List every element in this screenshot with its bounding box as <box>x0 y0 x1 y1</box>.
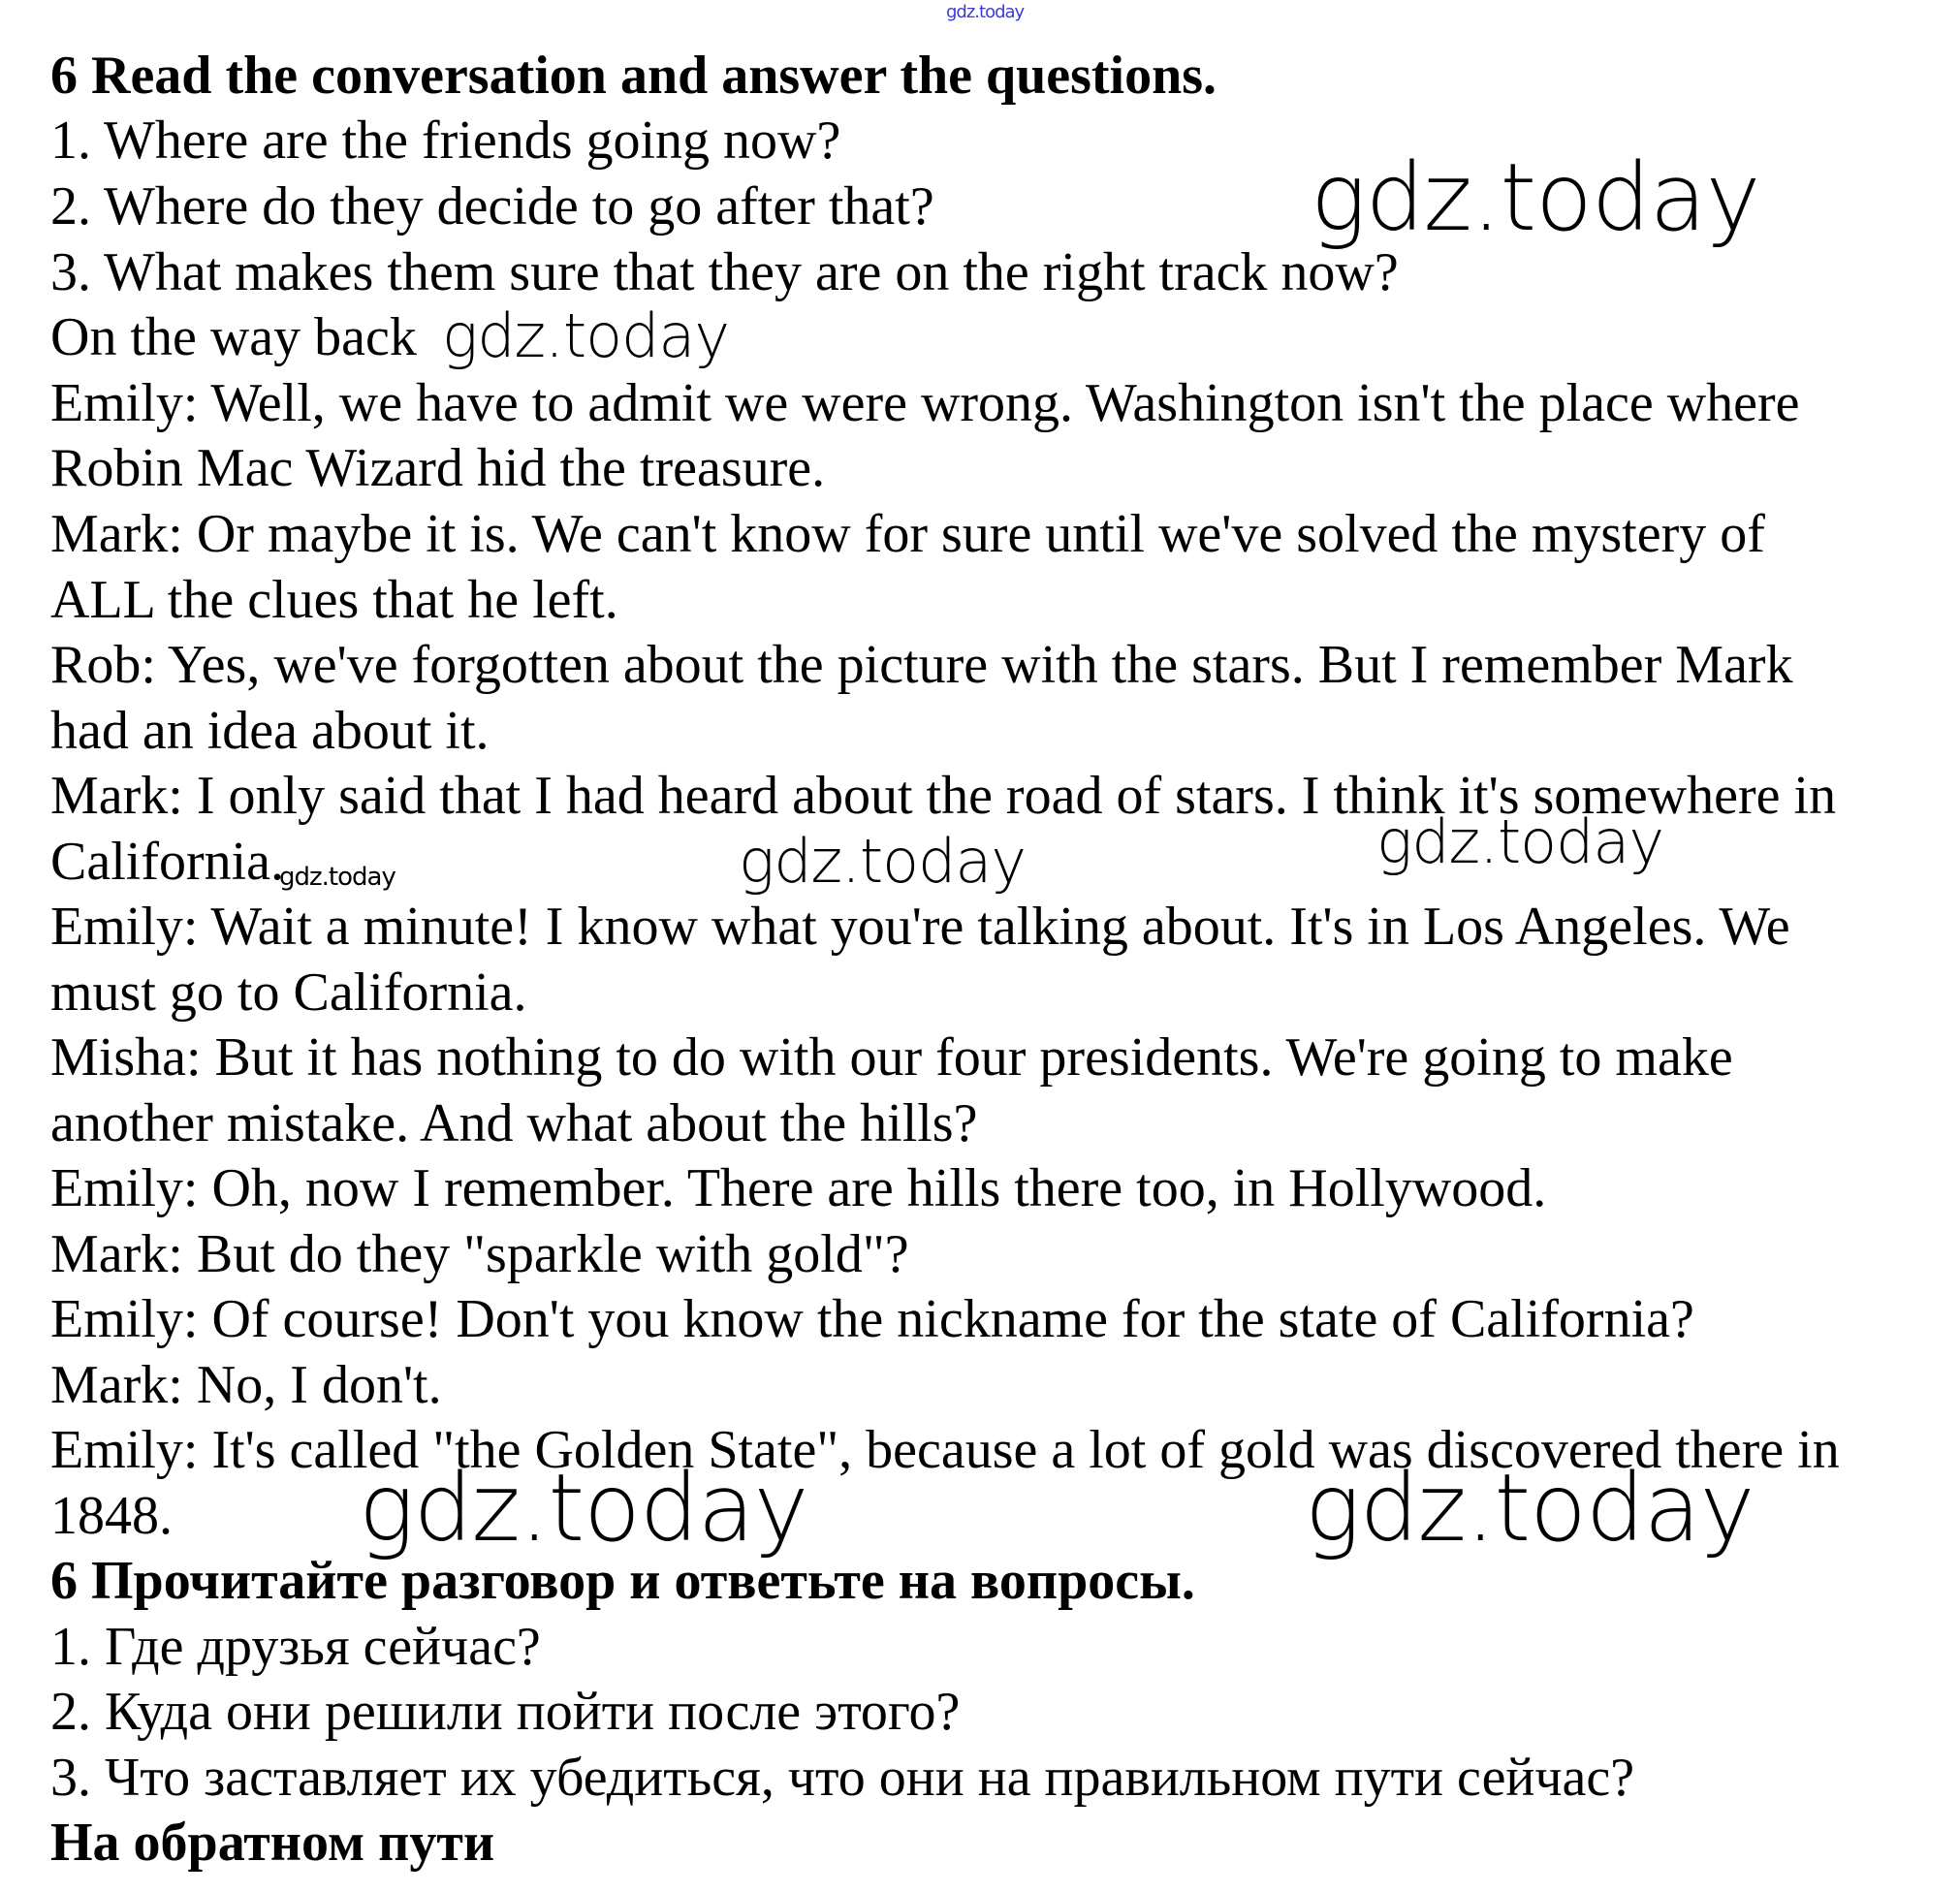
watermark: gdz.today <box>1376 806 1664 877</box>
dialogue-line: Mark: I only said that I had heard about the road of stars. I think it's somewhere in <box>50 766 1837 826</box>
dialogue-line: Emily: Of course! Don't you know the nickname for the state of California? <box>50 1289 1694 1349</box>
dialogue-line: had an idea about it. <box>50 701 490 761</box>
dialogue-line: ALL the clues that he left. <box>50 570 618 630</box>
question-3-russian: 3. Что заставляет их убедиться, что они на правильном пути сейчас? <box>50 1748 1635 1808</box>
dialogue-line: Emily: Well, we have to admit we were wrong. Washington isn't the place where <box>50 373 1800 433</box>
dialogue-line: Mark: But do they "sparkle with gold"? <box>50 1224 909 1284</box>
dialogue-line: Emily: Oh, now I remember. There are hills there too, in Hollywood. <box>50 1158 1547 1218</box>
dialogue-line: Mark: Or maybe it is. We can't know for sure until we've solved the mystery of <box>50 504 1765 564</box>
dialogue-line: Misha: But it has nothing to do with our four presidents. We're going to make <box>50 1027 1733 1088</box>
dialogue-line: Robin Mac Wizard hid the treasure. <box>50 438 826 498</box>
exercise-heading-russian: 6 Прочитайте разговор и ответьте на вопросы. <box>50 1551 1195 1611</box>
watermark: gdz.today <box>442 300 730 371</box>
watermark-top: gdz.today <box>946 2 1025 22</box>
watermark: gdz.today <box>1311 143 1760 252</box>
dialogue-line: Emily: Wait a minute! I know what you're talking about. It's in Los Angeles. We <box>50 897 1790 957</box>
watermark: gdz.today <box>739 826 1027 897</box>
question-1: 1. Where are the friends going now? <box>50 110 841 171</box>
exercise-heading: 6 Read the conversation and answer the questions. <box>50 46 1217 106</box>
dialogue-line: Mark: No, I don't. <box>50 1355 442 1415</box>
question-2: 2. Where do they decide to go after that? <box>50 176 934 237</box>
dialogue-line: Emily: It's called "the Golden State", because a lot of gold was discovered there in <box>50 1420 1840 1480</box>
dialogue-line: 1848. <box>50 1486 173 1546</box>
question-3: 3. What makes them sure that they are on the right track now? <box>50 242 1399 302</box>
dialogue-line: another mistake. And what about the hills? <box>50 1093 978 1153</box>
dialogue-line: must go to California. <box>50 962 527 1023</box>
dialogue-subheading-russian: На обратном пути <box>50 1813 495 1873</box>
watermark: gdz.today <box>279 863 395 892</box>
dialogue-subheading: On the way back <box>50 307 417 367</box>
question-2-russian: 2. Куда они решили пойти после этого? <box>50 1682 961 1742</box>
question-1-russian: 1. Где друзья сейчас? <box>50 1617 541 1677</box>
dialogue-line: California. <box>50 832 285 892</box>
watermark: gdz.today <box>359 1454 808 1562</box>
dialogue-line: Rob: Yes, we've forgotten about the picture with the stars. But I remember Mark <box>50 635 1793 695</box>
watermark: gdz.today <box>1305 1454 1755 1562</box>
